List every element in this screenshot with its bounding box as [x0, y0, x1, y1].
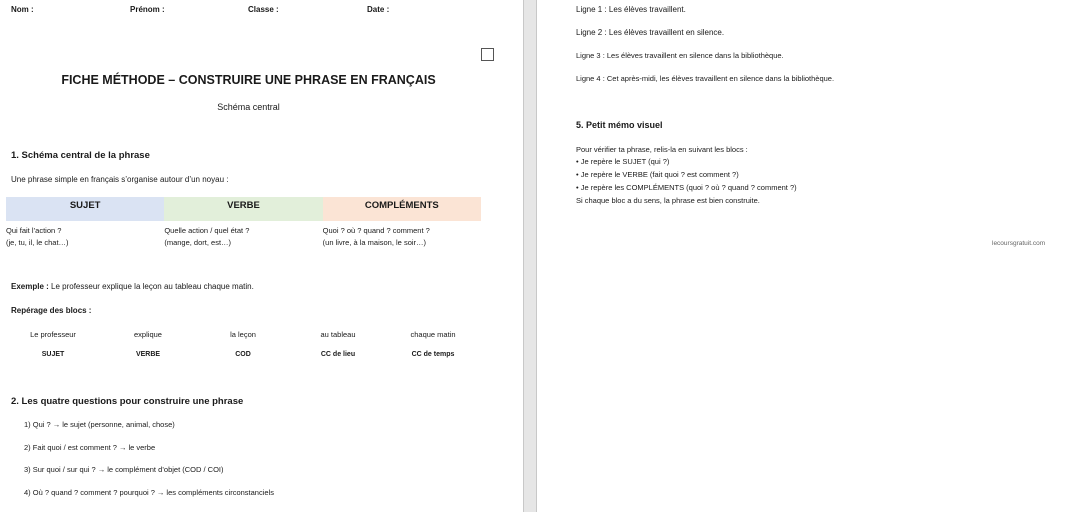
question-answer: le verbe	[128, 443, 156, 452]
section1-heading: 1. Schéma central de la phrase	[11, 150, 150, 161]
progressive-line: Ligne 3 : Les élèves travaillent en silence dans la bibliothèque.	[576, 51, 784, 60]
question-item	[24, 443, 155, 452]
block-tag: CC de temps	[411, 351, 455, 358]
right-arrow-icon: →	[97, 465, 106, 474]
block-tag: SUJET	[41, 351, 65, 358]
section1-intro: Une phrase simple en français s’organise autour d’un noyau :	[11, 175, 229, 184]
block-word: la leçon	[230, 330, 256, 339]
col-body-verbe	[164, 225, 322, 249]
right-arrow-icon: →	[156, 488, 165, 497]
checkbox-icon[interactable]	[481, 48, 494, 61]
reperage-heading: Repérage des blocs :	[11, 306, 92, 315]
section2-heading: 2. Les quatre questions pour construire une phrase	[11, 396, 244, 407]
memo-bullet: • Je repère le SUJET (qui ?)	[576, 157, 670, 166]
block-tag: VERBE	[135, 351, 161, 358]
right-arrow-icon: →	[52, 420, 61, 429]
example-label: Exemple :	[11, 282, 49, 291]
memo-conclusion: Si chaque bloc a du sens, la phrase est bien construite.	[576, 196, 760, 205]
question-text: 4) Où ? quand ? comment ? pourquoi ?	[24, 488, 155, 497]
col-verbe-line2: (mange, dort, est…)	[164, 238, 232, 247]
progressive-line: Ligne 2 : Les élèves travaillent en silence.	[576, 28, 725, 37]
question-item	[24, 420, 175, 429]
question-text: 2) Fait quoi / est comment ?	[24, 443, 117, 452]
question-answer: les compléments circonstanciels	[166, 488, 274, 497]
header-prenom: Prénom :	[130, 5, 165, 14]
example-sentence: Le professeur explique la leçon au tableau chaque matin.	[48, 282, 254, 291]
col-verbe-line1: Quelle action / quel état ?	[164, 226, 250, 235]
page-left	[0, 0, 523, 512]
col-complements-line1: Quoi ? où ? quand ? comment ?	[322, 226, 430, 235]
question-item	[24, 465, 224, 474]
col-sujet-line1: Qui fait l’action ?	[6, 226, 62, 235]
progressive-line: Ligne 4 : Cet après-midi, les élèves travaillent en silence dans la bibliothèque.	[576, 74, 835, 83]
memo-heading: 5. Petit mémo visuel	[576, 120, 663, 130]
memo-intro: Pour vérifier ta phrase, relis-la en suivant les blocs :	[576, 145, 748, 154]
question-text: 3) Sur quoi / sur qui ?	[24, 465, 96, 474]
page-subtitle: Schéma central	[217, 102, 280, 112]
memo-bullet: • Je repère les COMPLÉMENTS (quoi ? où ? quand ? comment ?)	[576, 183, 797, 192]
memo-bullet: • Je repère le VERBE (fait quoi ? est comment ?)	[576, 170, 739, 179]
header-classe: Classe :	[248, 5, 279, 14]
question-text: 1) Qui ?	[24, 420, 51, 429]
col-head-sujet: SUJET	[6, 197, 164, 221]
page-gutter	[523, 0, 537, 512]
block-word: chaque matin	[410, 330, 456, 339]
source-footer: lecoursgratuit.com	[992, 240, 1046, 247]
right-arrow-icon: →	[118, 443, 127, 452]
block-word: Le professeur	[30, 330, 76, 339]
col-complements-line2: (un livre, à la maison, le soir…)	[322, 238, 427, 247]
col-body-sujet	[6, 225, 164, 249]
header-nom: Nom :	[11, 5, 34, 14]
col-sujet-line2: (je, tu, il, le chat…)	[6, 238, 69, 247]
question-answer: le complément d’objet (COD / COI)	[107, 465, 224, 474]
col-head-complements: COMPLÉMENTS	[323, 197, 481, 221]
block-tag: CC de lieu	[320, 351, 356, 358]
example-line	[11, 282, 254, 291]
header-date: Date :	[367, 5, 390, 14]
page-title: FICHE MÉTHODE – CONSTRUIRE UNE PHRASE EN FRANÇAIS	[61, 73, 436, 87]
schema-table	[6, 197, 481, 249]
block-tag: COD	[235, 351, 251, 358]
question-answer: le sujet (personne, animal, chose)	[62, 420, 175, 429]
progressive-line: Ligne 1 : Les élèves travaillent.	[576, 5, 686, 14]
block-word: explique	[134, 330, 162, 339]
page-right	[537, 0, 1086, 512]
block-word: au tableau	[320, 330, 356, 339]
col-body-complements	[323, 225, 481, 249]
question-item	[24, 488, 274, 497]
col-head-verbe: VERBE	[164, 197, 322, 221]
